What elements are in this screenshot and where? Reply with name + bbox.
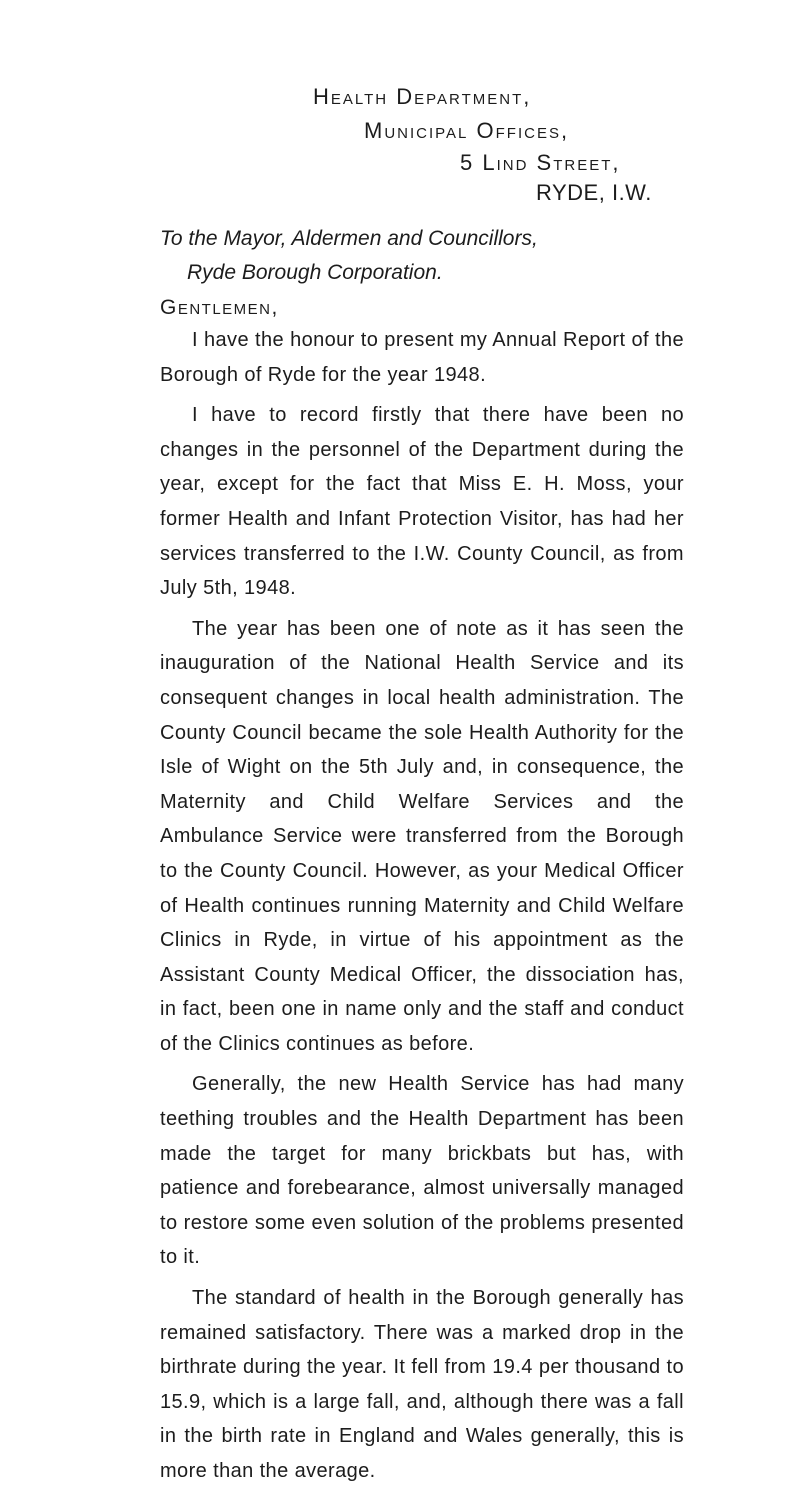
greeting: Gentlemen, (160, 296, 279, 319)
paragraph: I have to record firstly that there have been no changes in the personnel of the Department during the year, except for the fact that Miss E. H. Moss, your former Health and Infant Protection Visitor, has had her services transferred to the I.W. County Council, as from July 5th, 1948. (160, 404, 684, 600)
paragraph: The standard of health in the Borough generally has remained satisfactory. There was a marked drop in the birthrate during the year. It fell from 19.4 per thousand to 15.9, which is a large fall, and, although there was a fall in the birth rate in England and Wales generally, this is more than the average. (160, 1287, 684, 1482)
address-line-department: Health Department, (313, 84, 532, 109)
addressee-corporation: Ryde Borough Corporation. (187, 261, 443, 284)
paragraph: Generally, the new Health Service has had many teething troubles and the Health Department has been made the target for many brickbats but has, with patience and forebearance, almost universally managed to restore some even solution of the problems presented to it. (160, 1073, 684, 1269)
address-line-street: 5 Lind Street, (460, 150, 621, 175)
address-line-town: RYDE, I.W. (536, 180, 652, 205)
addressee-block (160, 222, 538, 290)
paragraph: The year has been one of note as it has seen the inauguration of the National Health Service and its consequent changes in local health administration. The County Council became the sole Health Authority for the Isle of Wight on the 5th July and, in consequence, the Maternity and Child Welfare Services and the Ambulance Service were transferred from the Borough to the County Council. However, as your Medical Officer of Health continues running Maternity and Child Welfare Clinics in Ryde, in virtue of his appointment as the Assistant County Medical Officer, the dissociation has, in fact, been one in name only and the staff and conduct of the Clinics continues as before. (160, 617, 684, 1055)
address-line-offices: Municipal Offices, (364, 118, 570, 143)
report-body (160, 323, 684, 1495)
paragraph: I have the honour to present my Annual Report of the Borough of Ryde for the year 1948. (160, 329, 684, 386)
addressee-line: To the Mayor, Aldermen and Councillors, (160, 227, 538, 250)
